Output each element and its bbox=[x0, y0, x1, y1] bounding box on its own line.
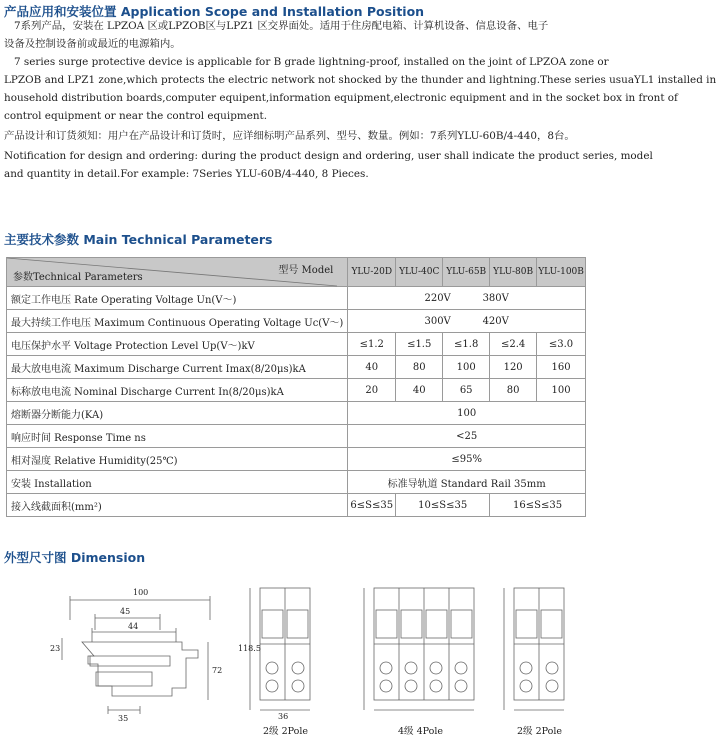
row-value: 10≤S≤35 bbox=[396, 494, 490, 517]
row-value: 标准导轨道 Standard Rail 35mm bbox=[348, 471, 586, 494]
row-value: ≤2.4 bbox=[490, 333, 537, 356]
row-label: 安装 Installation bbox=[7, 471, 348, 494]
model-header: YLU-80B bbox=[490, 258, 537, 287]
header-param: 参数Technical Parameters bbox=[13, 272, 143, 283]
dim-label: 45 bbox=[120, 607, 131, 616]
row-value: 80 bbox=[490, 379, 537, 402]
dim-label: 100 bbox=[133, 588, 149, 597]
row-value: 120 bbox=[490, 356, 537, 379]
row-value: ≤1.5 bbox=[396, 333, 443, 356]
row-value: ≤95% bbox=[348, 448, 586, 471]
dimension-drawings bbox=[0, 580, 600, 739]
row-value: 40 bbox=[396, 379, 443, 402]
row-label: 额定工作电压 Rate Operating Voltage Un(V～) bbox=[7, 287, 348, 310]
row-label: 相对湿度 Relative Humidity(25℃) bbox=[7, 448, 348, 471]
row-value: 80 bbox=[396, 356, 443, 379]
dim-label: 72 bbox=[212, 666, 223, 675]
row-value: 16≤S≤35 bbox=[490, 494, 586, 517]
text-line: Notification for design and ordering: during the product design and ordering, user shall indicate the product series, model bbox=[4, 150, 653, 162]
row-label: 最大放电电流 Maximum Discharge Current Imax(8/20μs)kA bbox=[7, 356, 348, 379]
table-row bbox=[7, 333, 586, 356]
text-line: LPZOB and LPZ1 zone,which protects the electric network not shocked by the thunder and lightning.These series usuaYL1 installed in bbox=[4, 74, 716, 86]
table-header-row bbox=[7, 258, 586, 287]
row-value: ≤1.2 bbox=[348, 333, 396, 356]
dim-label: 36 bbox=[278, 712, 289, 721]
dimension-caption: 2级 2Pole bbox=[517, 726, 562, 737]
row-value: 100 bbox=[443, 356, 490, 379]
table-row bbox=[7, 310, 586, 333]
section1-title: 产品应用和安装位置 Application Scope and Installation Position bbox=[4, 4, 425, 19]
header-model: 型号 Model bbox=[278, 265, 334, 276]
table-row bbox=[7, 356, 586, 379]
text-line: household distribution boards,computer equipent,information equipment,electronic equipment and in the socket box in front of bbox=[4, 92, 678, 104]
row-label: 最大持续工作电压 Maximum Continuous Operating Voltage Uc(V～) bbox=[7, 310, 348, 333]
row-value: 160 bbox=[537, 356, 586, 379]
row-value: 20 bbox=[348, 379, 396, 402]
dimension-svg bbox=[0, 580, 600, 739]
text-line: 产品设计和订货须知：用户在产品设计和订货时，应详细标明产品系列、型号、数量。例如：7系列YLU-60B/4-440，8台。 bbox=[4, 130, 575, 142]
row-label: 标称放电电流 Nominal Discharge Current In(8/20μs)kA bbox=[7, 379, 348, 402]
text-line: 7系列产品，安装在 LPZOA 区或LPZOB区与LPZ1 区交界面处。适用于住房配电箱、计算机设备、信息设备、电子 bbox=[14, 20, 549, 32]
table-row bbox=[7, 287, 586, 310]
dim-label: 44 bbox=[128, 622, 139, 631]
row-value: 220V 380V bbox=[348, 287, 586, 310]
text-line: control equipment or near the control equipment. bbox=[4, 110, 268, 122]
header-param-cell bbox=[7, 258, 348, 287]
table-row bbox=[7, 494, 586, 517]
text-line: 7 series surge protective device is applicable for B grade lightning-proof, installed on the joint of LPZOA zone or bbox=[14, 56, 609, 68]
row-label: 响应时间 Response Time ns bbox=[7, 425, 348, 448]
row-value: 100 bbox=[348, 402, 586, 425]
row-value: 6≤S≤35 bbox=[348, 494, 396, 517]
row-value: 65 bbox=[443, 379, 490, 402]
row-value: 100 bbox=[537, 379, 586, 402]
table-row bbox=[7, 471, 586, 494]
dim-label: 35 bbox=[118, 714, 129, 723]
table-row bbox=[7, 402, 586, 425]
row-value: 40 bbox=[348, 356, 396, 379]
row-value: 300V 420V bbox=[348, 310, 586, 333]
dimension-caption: 2级 2Pole bbox=[263, 726, 308, 737]
dim-label: 118.5 bbox=[238, 644, 261, 653]
dimension-caption: 4级 4Pole bbox=[398, 726, 443, 737]
row-label: 熔断器分断能力(KA) bbox=[7, 402, 348, 425]
row-value: ≤1.8 bbox=[443, 333, 490, 356]
model-header: YLU-20D bbox=[348, 258, 396, 287]
table-row bbox=[7, 379, 586, 402]
row-value: ≤3.0 bbox=[537, 333, 586, 356]
row-label: 电压保护水平 Voltage Protection Level Up(V～)kV bbox=[7, 333, 348, 356]
text-line: and quantity in detail.For example: 7Series YLU-60B/4-440, 8 Pieces. bbox=[4, 168, 369, 180]
table-row bbox=[7, 425, 586, 448]
section3-title: 外型尺寸图 Dimension bbox=[4, 550, 146, 565]
table-row bbox=[7, 448, 586, 471]
section2-title: 主要技术参数 Main Technical Parameters bbox=[4, 232, 273, 247]
parameters-table bbox=[6, 257, 586, 517]
model-header: YLU-40C bbox=[396, 258, 443, 287]
text-line: 设备及控制设备前或最近的电源箱内。 bbox=[4, 38, 181, 50]
row-value: <25 bbox=[348, 425, 586, 448]
dim-label: 23 bbox=[50, 644, 61, 653]
model-header: YLU-65B bbox=[443, 258, 490, 287]
row-label: 接入线截面积(mm²) bbox=[7, 494, 348, 517]
model-header: YLU-100B bbox=[537, 258, 586, 287]
